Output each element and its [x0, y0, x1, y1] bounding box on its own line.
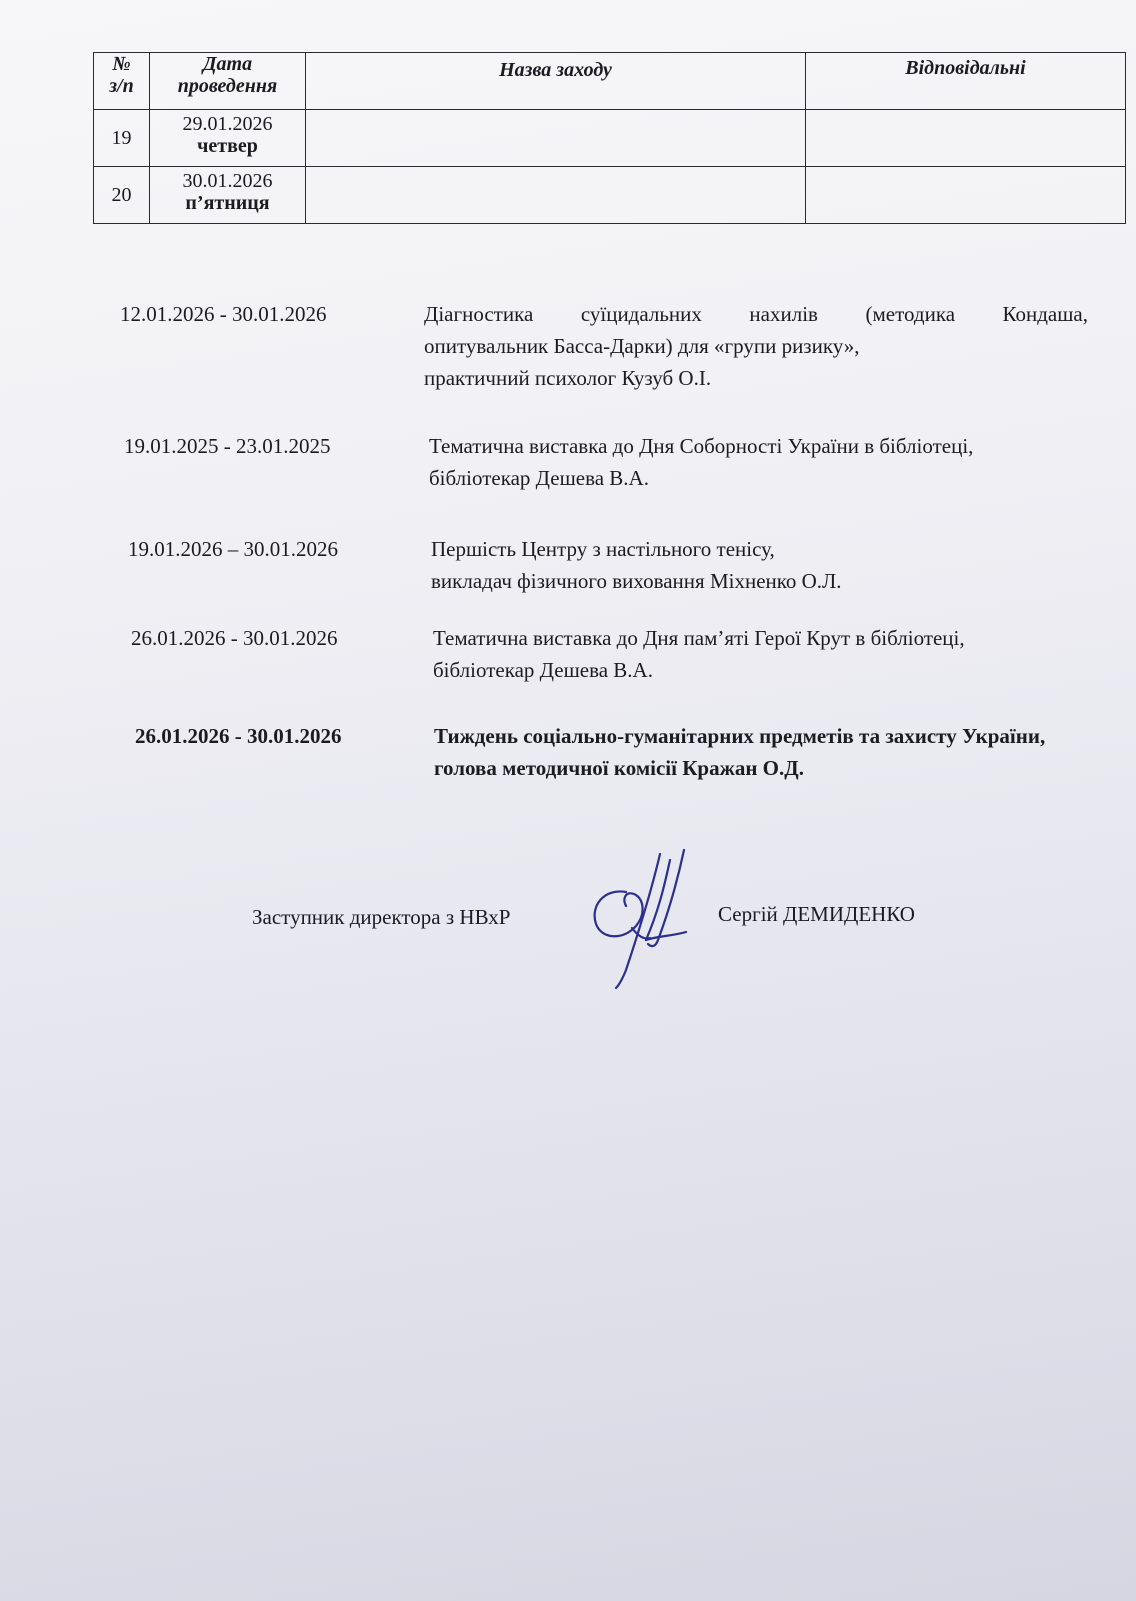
event-line: Тиждень соціально-гуманітарних предметів та захисту України, — [434, 724, 1046, 748]
header-date: Дата проведення — [150, 53, 306, 110]
event-description — [429, 430, 1109, 494]
row-responsible — [806, 110, 1126, 167]
header-responsible: Відповідальні — [806, 53, 1126, 110]
event-period: 12.01.2026 - 30.01.2026 — [120, 302, 327, 326]
event-description — [424, 298, 1088, 394]
event-line: бібліотекар Дешева В.А. — [433, 658, 653, 682]
event-line: бібліотекар Дешева В.А. — [429, 466, 649, 490]
row-date — [150, 167, 306, 224]
row-responsible — [806, 167, 1126, 224]
row-weekday: п’ятниця — [185, 192, 270, 215]
header-event-name: Назва заходу — [306, 53, 806, 110]
signer-name: Сергій ДЕМИДЕНКО — [718, 902, 915, 926]
event-line: Діагностика суїцидальних нахилів (методика Кондаша, — [424, 302, 1088, 326]
handwritten-signature — [586, 848, 712, 990]
row-date — [150, 110, 306, 167]
event-period: 26.01.2026 - 30.01.2026 — [135, 724, 342, 748]
row-date-value: 29.01.2026 — [182, 113, 273, 135]
event-line: Тематична виставка до Дня пам’яті Герої Крут в бібліотеці, — [433, 626, 965, 650]
row-date-value: 30.01.2026 — [182, 170, 273, 192]
events-table — [93, 52, 1126, 224]
row-weekday: четвер — [197, 135, 258, 158]
event-line: практичний психолог Кузуб О.І. — [424, 366, 712, 390]
row-event-name — [306, 110, 806, 167]
event-description — [434, 720, 1124, 784]
event-line: викладач фізичного виховання Міхненко О.Л. — [431, 569, 842, 593]
event-period: 26.01.2026 - 30.01.2026 — [131, 626, 338, 650]
event-period: 19.01.2025 - 23.01.2025 — [124, 434, 331, 458]
event-line: Тематична виставка до Дня Соборності України в бібліотеці, — [429, 434, 974, 458]
table-row — [94, 110, 1126, 167]
event-description — [433, 622, 1113, 686]
table-row — [94, 167, 1126, 224]
event-line: опитувальник Басса-Дарки) для «групи ризику», — [424, 334, 860, 358]
event-description — [431, 533, 1111, 597]
event-period: 19.01.2026 – 30.01.2026 — [128, 537, 338, 561]
event-line: голова методичної комісії Кражан О.Д. — [434, 756, 804, 780]
event-line: Першість Центру з настільного тенісу, — [431, 537, 775, 561]
row-number: 19 — [94, 110, 150, 167]
header-num: № з/п — [94, 53, 150, 110]
row-number: 20 — [94, 167, 150, 224]
table-header-row — [94, 53, 1126, 110]
row-event-name — [306, 167, 806, 224]
signer-title: Заступник директора з НВхР — [252, 905, 511, 929]
